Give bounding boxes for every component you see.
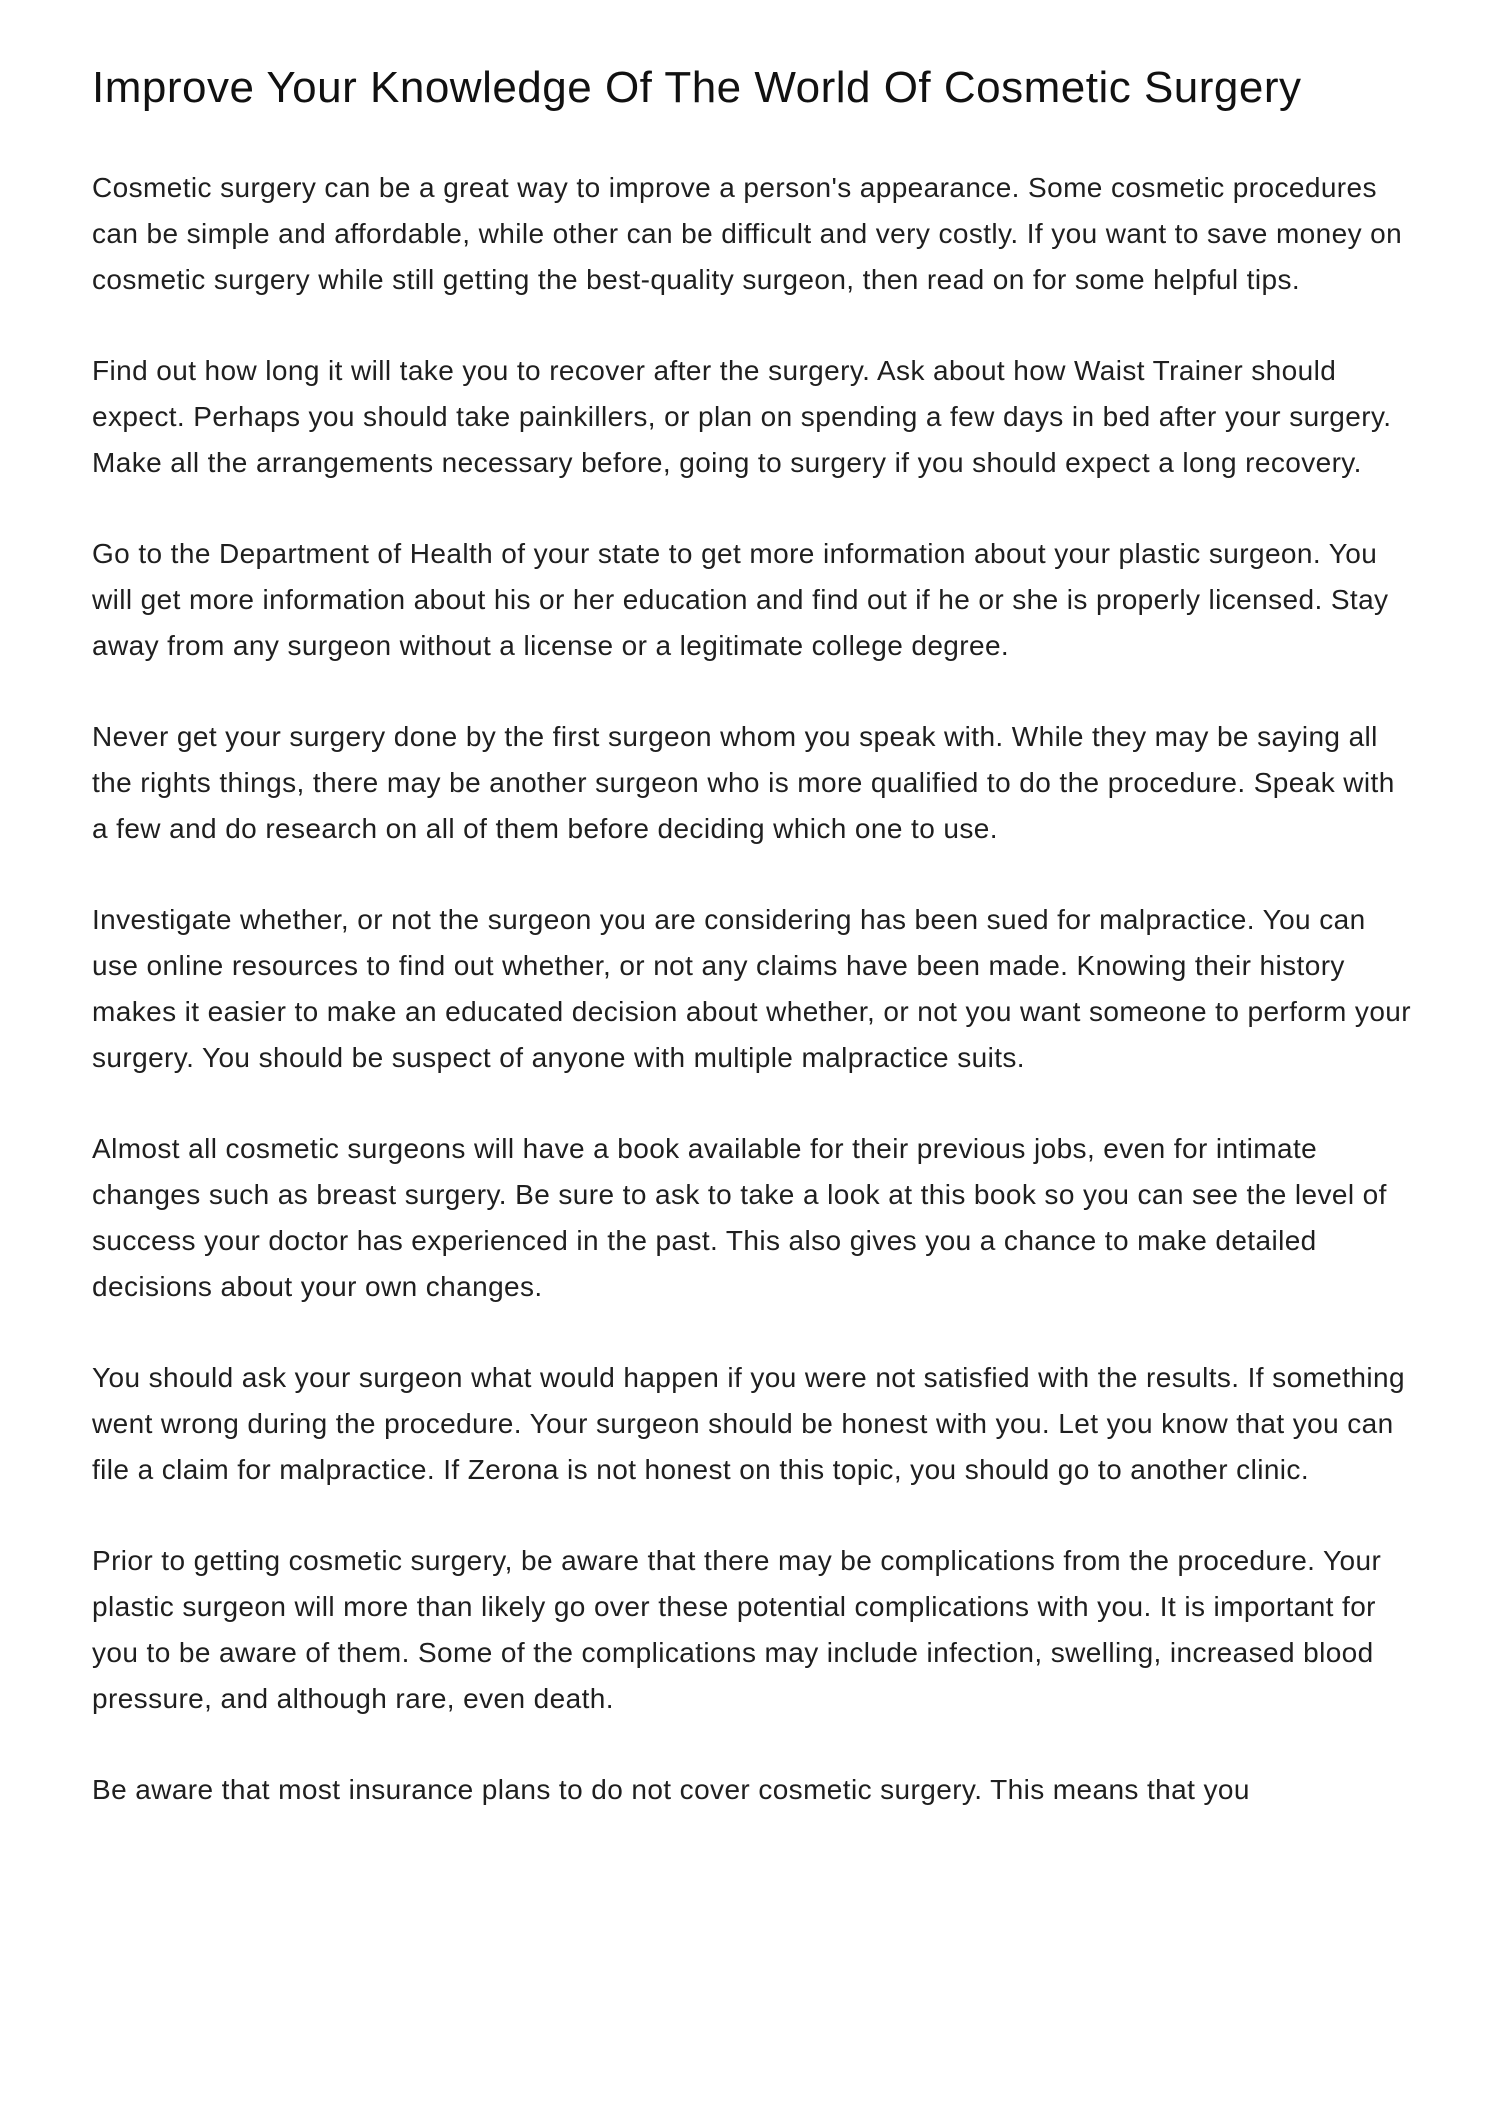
article-paragraph-7: You should ask your surgeon what would happen if you were not satisfied with the results. If something went wrong during the procedure. Your surgeon should be honest with you. Let you know that you can file a claim for malpractice. If Zerona is not honest on this topic, you should go to another clinic. [92, 1361, 1405, 1485]
article-paragraph-3: Go to the Department of Health of your state to get more information about your plastic surgeon. You will get more information about his or her education and find out if he or she is properly licensed. Stay away from any surgeon without a license or a legitimate college degree. [92, 537, 1389, 661]
article-paragraph-4: Never get your surgery done by the first surgeon whom you speak with. While they may be saying all the rights things, there may be another surgeon who is more qualified to do the procedure. Speak with a few and do research on all of them before deciding which one to use. [92, 720, 1395, 844]
article-paragraph-6: Almost all cosmetic surgeons will have a book available for their previous jobs, even for intimate changes such as breast surgery. Be sure to ask to take a look at this book so you can see the level of success your doctor has experienced in the past. This also gives you a chance to make detailed decisions about your own changes. [92, 1132, 1387, 1302]
page-title: Improve Your Knowledge Of The World Of Cosmetic Surgery [92, 63, 1302, 112]
article-paragraph-2: Find out how long it will take you to recover after the surgery. Ask about how Waist Trainer should expect. Perhaps you should take painkillers, or plan on spending a few days in bed after your surgery. Make all the arrangements necessary before, going to surgery if you should expect a long recovery. [92, 354, 1392, 478]
article-paragraph-8: Prior to getting cosmetic surgery, be aware that there may be complications from the procedure. Your plastic surgeon will more than likely go over these potential complications with you. It is important for you to be aware of them. Some of the complications may include infection, swelling, increased blood pressure, and although rare, even death. [92, 1544, 1382, 1714]
article-paragraph-9: Be aware that most insurance plans to do not cover cosmetic surgery. This means that you [92, 1773, 1250, 1805]
article-paragraph-1: Cosmetic surgery can be a great way to improve a person's appearance. Some cosmetic procedures can be simple and affordable, while other can be difficult and very costly. If you want to save money on cosmetic surgery while still getting the best-quality surgeon, then read on for some helpful tips. [92, 171, 1403, 295]
article-paragraph-5: Investigate whether, or not the surgeon you are considering has been sued for malpractice. You can use online resources to find out whether, or not any claims have been made. Knowing their history makes it easier to make an educated decision about whether, or not you want someone to perform your surgery. You should be suspect of anyone with multiple malpractice suits. [92, 903, 1411, 1073]
